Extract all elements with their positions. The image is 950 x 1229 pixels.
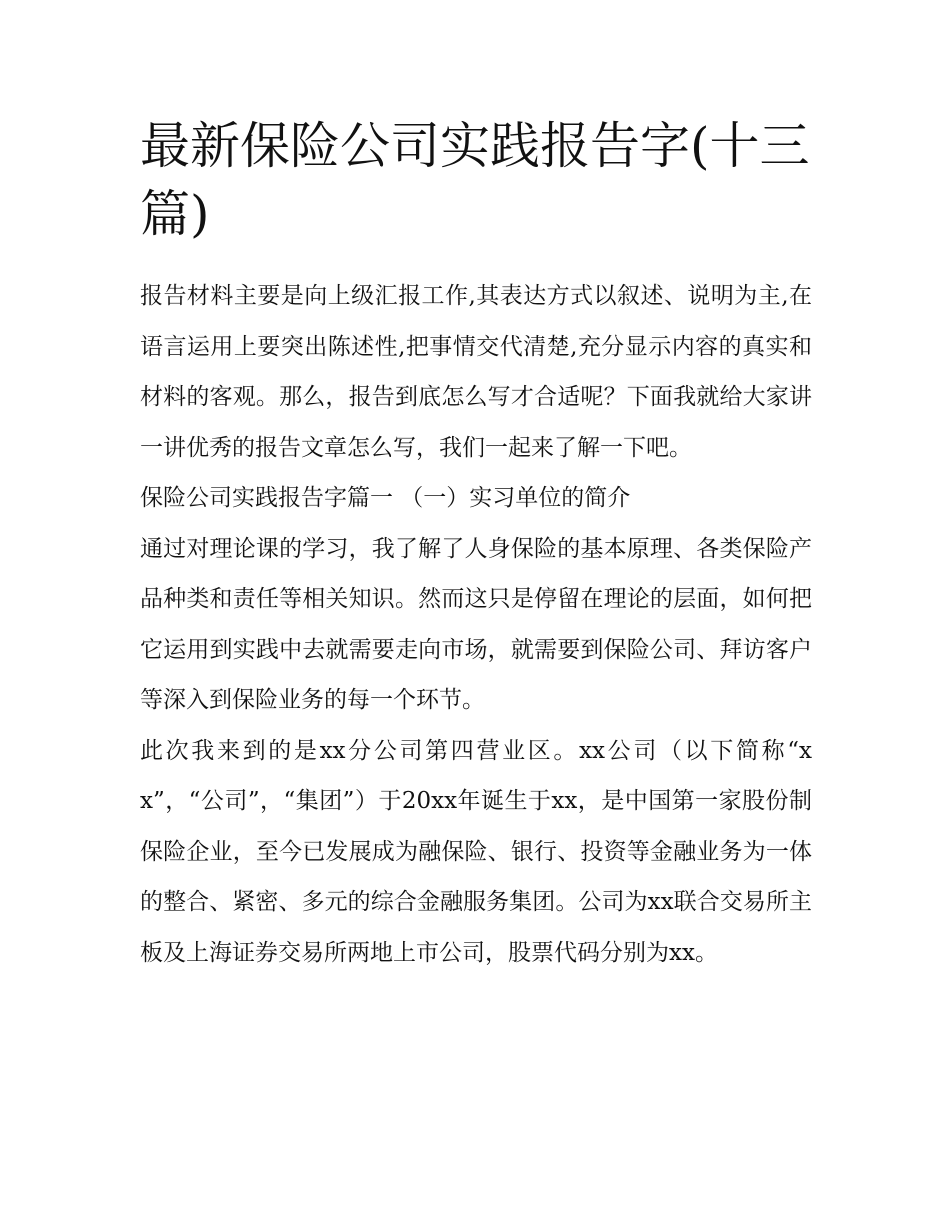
body-paragraph-theory: 通过对理论课的学习，我了解了人身保险的基本原理、各类保险产品种类和责任等相关知识。然而这只是停留在理论的层面，如何把它运用到实践中去就需要走向市场，就需要到保险公司、拜访客户等深入到保险业务的每一个环节。	[140, 535, 812, 713]
body-paragraph-company: 此次我来到的是xx分公司第四营业区。xx公司（以下简称“xx”，“公司”，“集团”）于20xx年诞生于xx，是中国第一家股份制保险企业，至今已发展成为融保险、银行、投资等金融业务为一体的整合、紧密、多元的综合金融服务集团。公司为xx联合交易所主板及上海证券交易所两地上市公司，股票代码分别为xx。	[140, 737, 812, 966]
document-title: 最新保险公司实践报告字(十三篇)	[140, 117, 810, 243]
intro-paragraph: 报告材料主要是向上级汇报工作,其表达方式以叙述、说明为主,在语言运用上要突出陈述性,把事情交代清楚,充分显示内容的真实和材料的客观。那么，报告到底怎么写才合适呢？下面我就给大家讲一讲优秀的报告文章怎么写，我们一起来了解一下吧。	[140, 283, 812, 461]
document-body	[140, 112, 812, 978]
section-heading: 保险公司实践报告字篇一 （一）实习单位的简介	[140, 485, 631, 511]
